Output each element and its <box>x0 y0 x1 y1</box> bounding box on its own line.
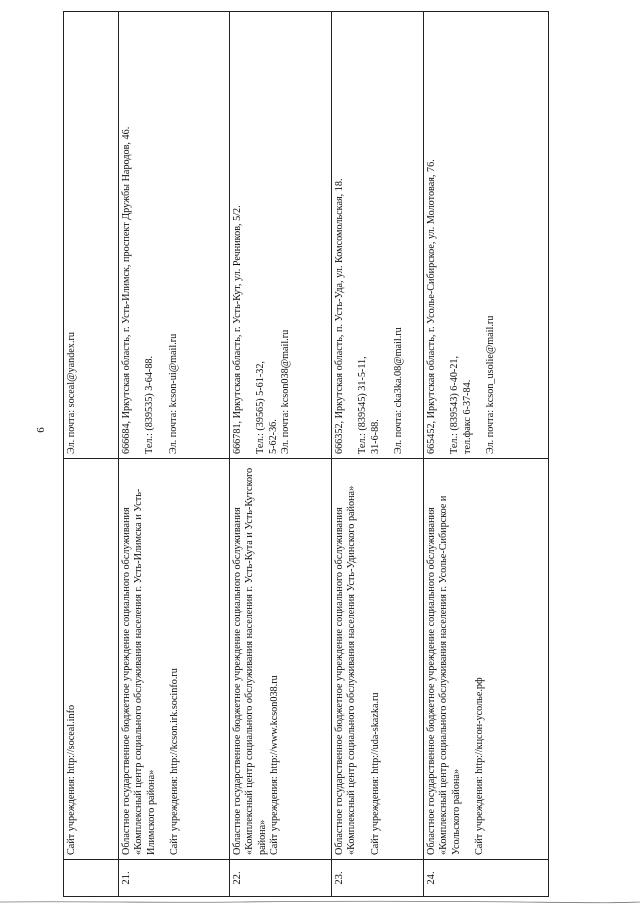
institution-name: Областное государственное бюджетное учреждение социального обслуживания «Комплексный центр социального обслуживания населения Усть-Удинского района» <box>334 485 358 855</box>
contact-cell <box>332 12 424 459</box>
contact-email: Эл. почта: kcson_usolie@mail.ru <box>485 315 497 454</box>
row-number-cell: 21. <box>119 860 230 897</box>
institutions-table <box>63 11 549 897</box>
table-row <box>119 12 230 897</box>
institution-cell <box>230 459 332 860</box>
contact-phone-extra: 31-6-88. <box>369 419 381 454</box>
row-number-cell <box>64 860 119 897</box>
contact-email: Эл. почта: soceal@yandex.ru <box>66 332 77 454</box>
row-number-cell: 24. <box>424 860 549 897</box>
institution-name: Областное государственное бюджетное учреждение социального обслуживания «Комплексный центр социального обслуживания населения г. Усть-Илимска и Усть-Илимского района» <box>121 488 157 855</box>
institution-site: Сайт учреждения: http://uda-skazka.ru <box>369 692 381 855</box>
institution-site: Сайт учреждения: http://kcson.irk.socinfo.ru <box>169 668 181 855</box>
row-number-cell: 22. <box>230 860 332 897</box>
scan-edge-artifact <box>0 899 640 905</box>
contact-phone: Тел.: (839535) 3-64-88. <box>144 355 156 454</box>
contact-phone-extra: 5-62-36. <box>267 419 279 454</box>
table-row <box>230 12 332 897</box>
institution-cell <box>119 459 230 860</box>
institution-site: Сайт учреждения: http://кцсон-усолье.рф <box>474 677 486 855</box>
institution-site: Сайт учреждения: http://soceal.info <box>66 704 77 855</box>
contact-email: Эл. почта: kcson-ui@mail.ru <box>167 333 179 454</box>
contact-fax: тел.факс 6-37-84. <box>461 379 473 454</box>
contact-phone: Тел.: (839543) 6-40-21, <box>449 355 461 454</box>
contact-cell <box>230 12 332 459</box>
institution-cell <box>332 459 424 860</box>
row-number-cell: 23. <box>332 860 424 897</box>
contact-address: 666684, Иркутская область, г. Усть-Илимск, проспект Дружбы Народов, 46. <box>121 126 132 454</box>
institution-site: Сайт учреждения: http://www.kcson038.ru <box>269 675 281 855</box>
institutions-table-wrapper <box>63 12 548 897</box>
table-row <box>64 12 119 897</box>
contact-cell <box>424 12 549 459</box>
contact-email: Эл. почта: kcson038@mail.ru <box>280 329 292 454</box>
table-row <box>332 12 424 897</box>
institution-name: Областное государственное бюджетное учреждение социального обслуживания «Комплексный центр социального обслуживания населения г. Усть-Кута и Усть-Кутского района» <box>232 467 268 855</box>
table-row <box>424 12 549 897</box>
contact-address: 666781, Иркутская область, г. Усть-Кут, ул. Речников, 5/2. <box>232 205 243 454</box>
page-number: 6 <box>34 427 47 433</box>
contact-cell <box>119 12 230 459</box>
institution-cell <box>424 459 549 860</box>
contact-phone: Тел.: (39565) 5-61-32, <box>255 361 267 454</box>
institution-name: Областное государственное бюджетное учреждение социального обслуживания «Комплексный центр социального обслуживания населения г. Усолье-Сибирское и Усольского района» <box>426 495 462 855</box>
contact-phone: Тел.: (839545) 31-5-11, <box>357 356 369 454</box>
contact-address: 666352, Иркутская область, п. Усть-Уда, ул. Комсомольская, 18. <box>334 178 345 454</box>
contact-email: Эл. почта: cka3ka.08@mail.ru <box>393 327 405 454</box>
contact-cell <box>64 12 119 459</box>
contact-address: 665452, Иркутская область, г. Усолье-Сибирское, ул. Молотовая, 76. <box>426 159 437 454</box>
institution-cell <box>64 459 119 860</box>
